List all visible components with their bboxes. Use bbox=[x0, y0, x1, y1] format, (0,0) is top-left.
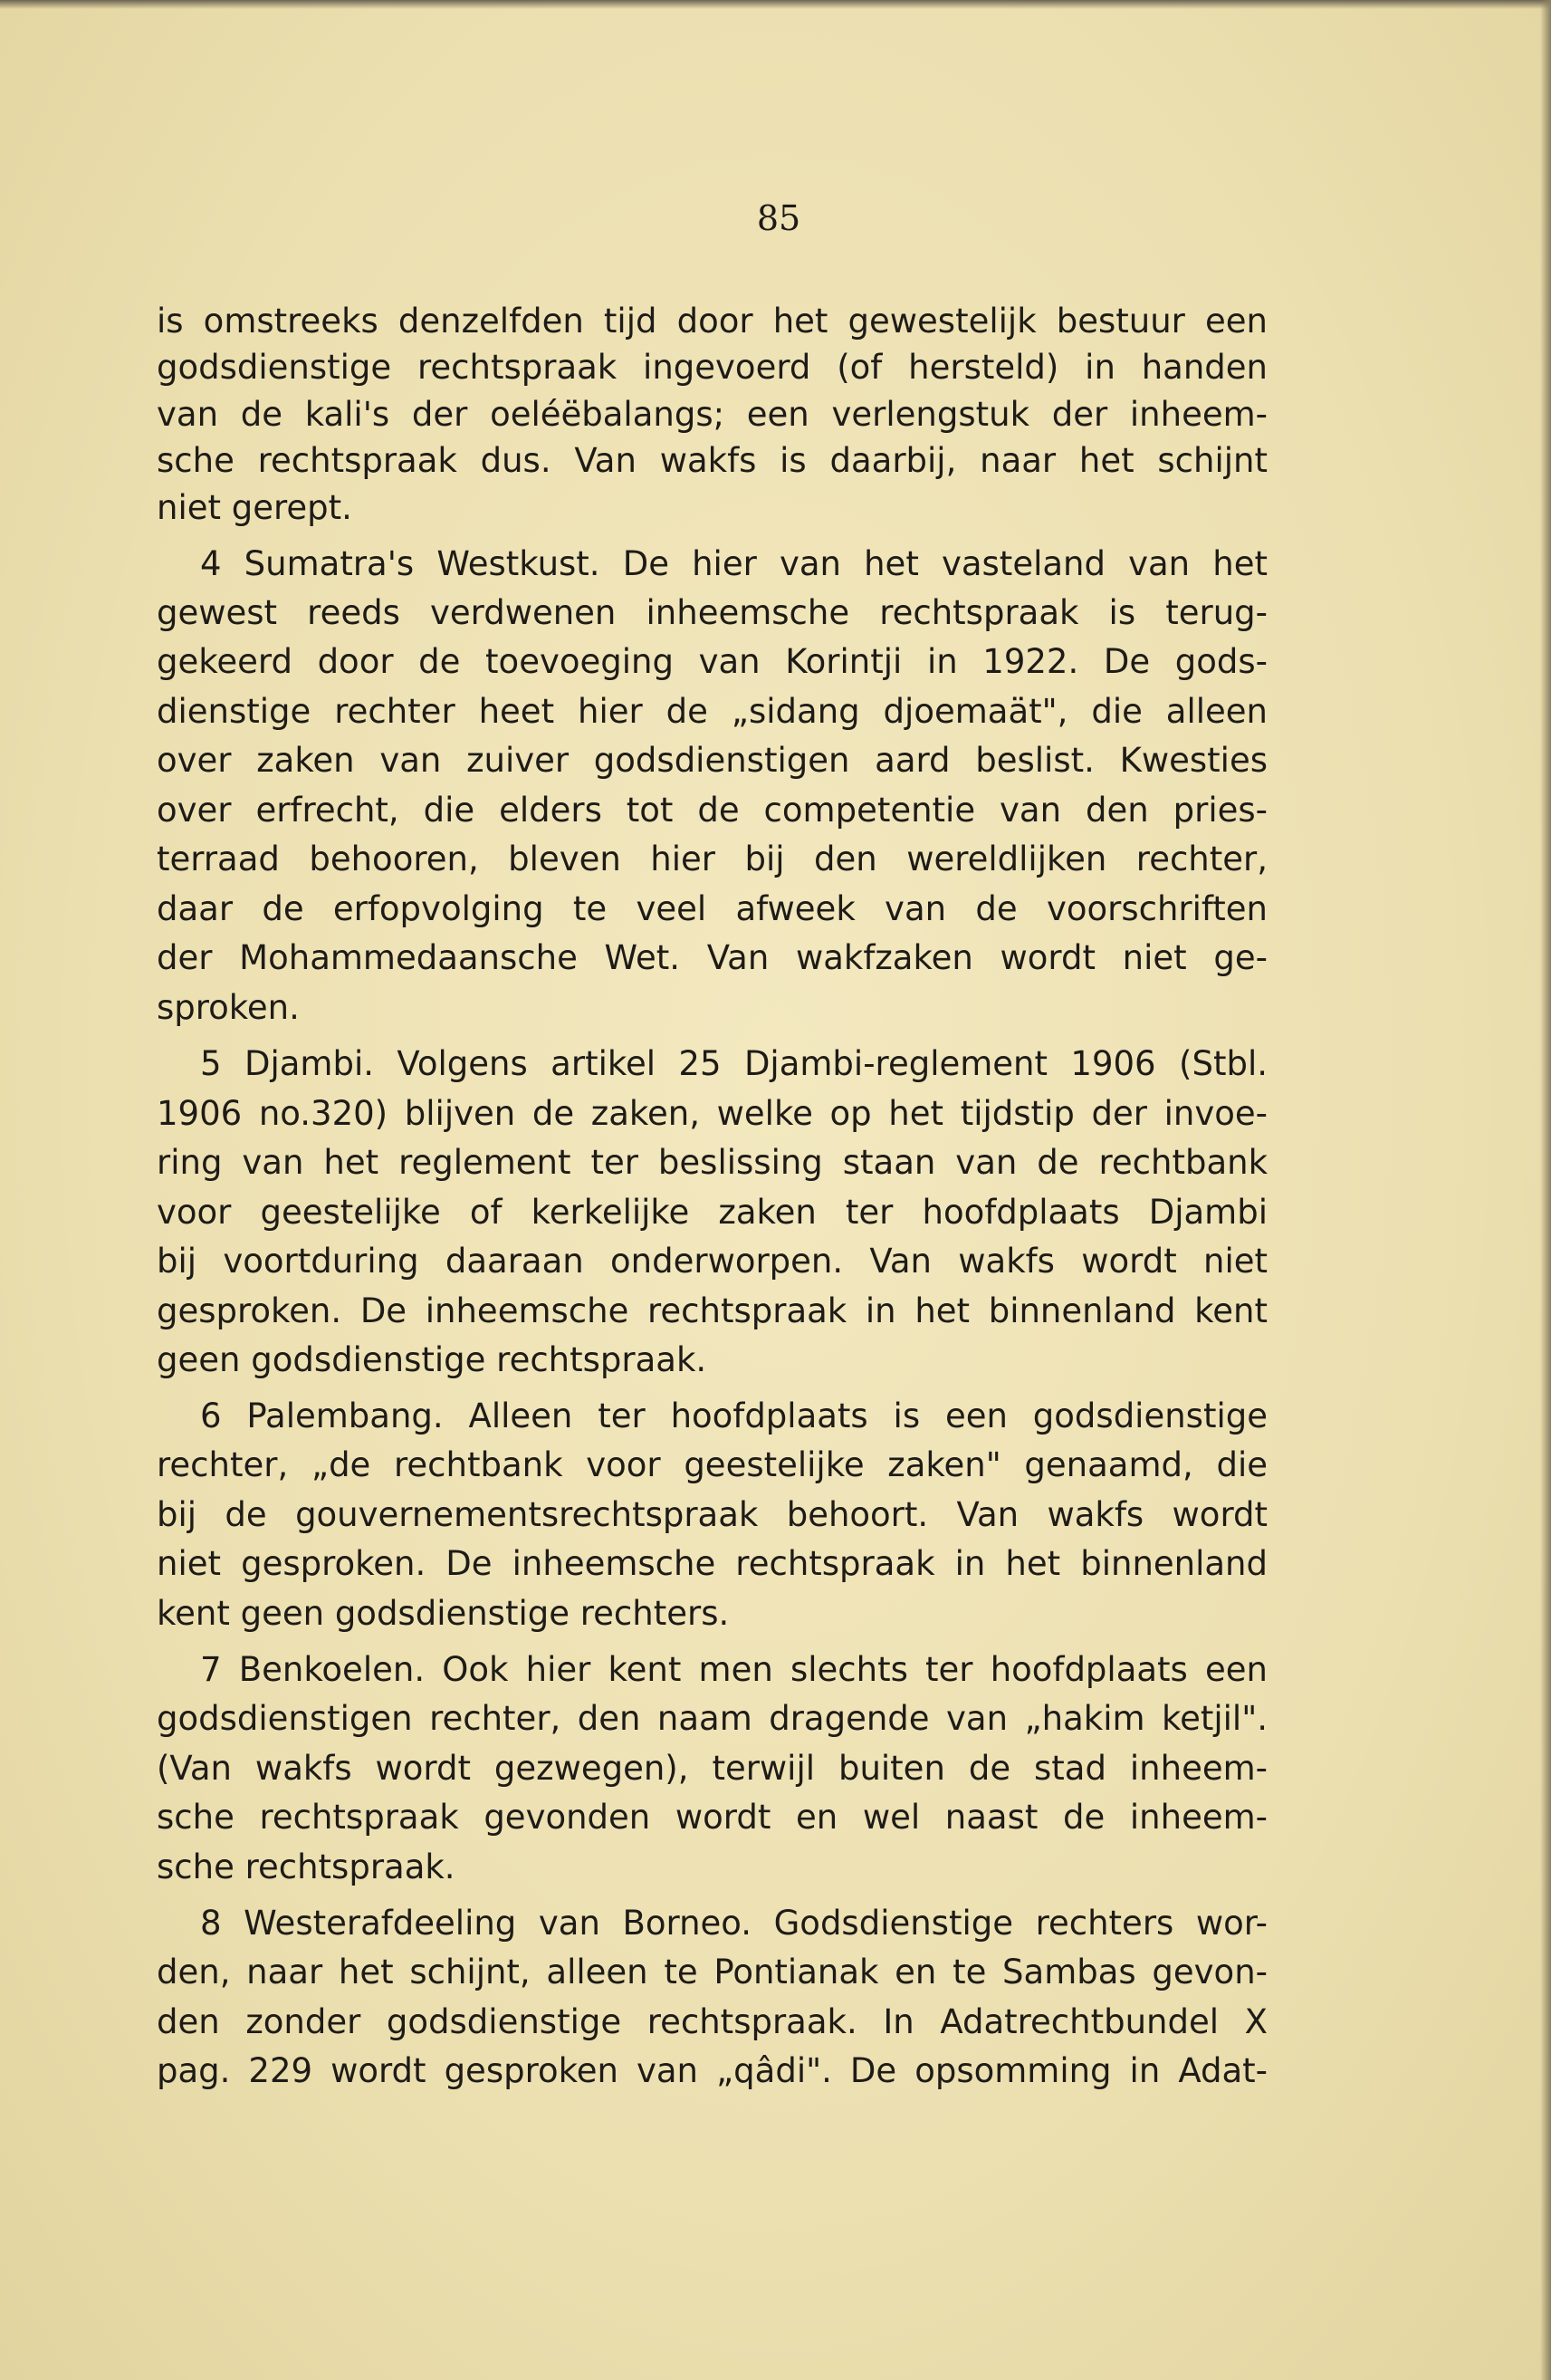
text-line: der Mohammedaansche Wet. Van wakfzaken wordt niet ge- bbox=[157, 938, 1268, 977]
text-line: 6 Palembang. Alleen ter hoofdplaats is een godsdienstige bbox=[200, 1396, 1268, 1435]
text-line: (Van wakfs wordt gezwegen), terwijl buiten de stad inheem- bbox=[157, 1749, 1268, 1788]
text-line: den, naar het schijnt, alleen te Pontianak en te Sambas gevon- bbox=[157, 1953, 1268, 1991]
text-line: terraad behooren, bleven hier bij den wereldlijken rechter, bbox=[157, 840, 1268, 878]
text-line: niet gesproken. De inheemsche rechtspraak in het binnenland bbox=[157, 1544, 1268, 1583]
text-line: rechter, „de rechtbank voor geestelijke zaken" genaamd, die bbox=[157, 1445, 1268, 1484]
text-line: gewest reeds verdwenen inheemsche rechtspraak is terug- bbox=[157, 593, 1268, 632]
text-line: 5 Djambi. Volgens artikel 25 Djambi-reglement 1906 (Stbl. bbox=[200, 1044, 1268, 1083]
text-line: daar de erfopvolging te veel afweek van de voorschriften bbox=[157, 889, 1268, 928]
text-line: sche rechtspraak. bbox=[157, 1847, 455, 1886]
text-line: kent geen godsdienstige rechters. bbox=[157, 1594, 730, 1633]
text-line: pag. 229 wordt gesproken van „qâdi". De opsomming in Adat- bbox=[157, 2051, 1268, 2090]
text-line: gesproken. De inheemsche rechtspraak in het binnenland kent bbox=[157, 1291, 1268, 1330]
text-line: sproken. bbox=[157, 988, 300, 1027]
page-right-shadow bbox=[1540, 0, 1551, 2380]
text-line: godsdienstige rechtspraak ingevoerd (of hersteld) in handen bbox=[157, 348, 1268, 387]
text-line: sche rechtspraak gevonden wordt en wel naast de inheem- bbox=[157, 1798, 1268, 1837]
text-line: voor geestelijke of kerkelijke zaken ter hoofdplaats Djambi bbox=[157, 1193, 1268, 1232]
text-line: den zonder godsdienstige rechtspraak. In Adatrechtbundel X bbox=[157, 2002, 1268, 2041]
text-line: niet gerept. bbox=[157, 488, 352, 527]
text-line: over zaken van zuiver godsdienstigen aard beslist. Kwesties bbox=[157, 741, 1268, 780]
text-line: dienstige rechter heet hier de „sidang djoemaät", die alleen bbox=[157, 692, 1268, 731]
text-line: ring van het reglement ter beslissing staan van de rechtbank bbox=[157, 1143, 1268, 1182]
text-line: sche rechtspraak dus. Van wakfs is daarbij, naar het schijnt bbox=[157, 441, 1268, 480]
text-line: over erfrecht, die elders tot de competentie van den pries- bbox=[157, 791, 1268, 830]
text-line: 4 Sumatra's Westkust. De hier van het vasteland van het bbox=[200, 544, 1268, 583]
text-line: 8 Westerafdeeling van Borneo. Godsdienstige rechters wor- bbox=[200, 1904, 1268, 1943]
text-line: godsdienstigen rechter, den naam dragende van „hakim ketjil". bbox=[157, 1699, 1268, 1738]
text-line: van de kali's der oeléëbalangs; een verlengstuk der inheem- bbox=[157, 395, 1268, 434]
text-line: geen godsdienstige rechtspraak. bbox=[157, 1340, 707, 1379]
text-line: bij de gouvernementsrechtspraak behoort. Van wakfs wordt bbox=[157, 1495, 1268, 1534]
page-number: 85 bbox=[756, 198, 801, 238]
text-line: is omstreeks denzelfden tijd door het gewestelijk bestuur een bbox=[157, 302, 1268, 341]
text-line: 1906 no.320) blijven de zaken, welke op het tijdstip der invoe- bbox=[157, 1094, 1268, 1133]
page-top-shadow bbox=[0, 0, 1551, 9]
text-line: bij voortduring daaraan onderworpen. Van wakfs wordt niet bbox=[157, 1242, 1268, 1281]
text-line: 7 Benkoelen. Ook hier kent men slechts ter hoofdplaats een bbox=[200, 1650, 1268, 1689]
text-line: gekeerd door de toevoeging van Korintji in 1922. De gods- bbox=[157, 642, 1268, 681]
